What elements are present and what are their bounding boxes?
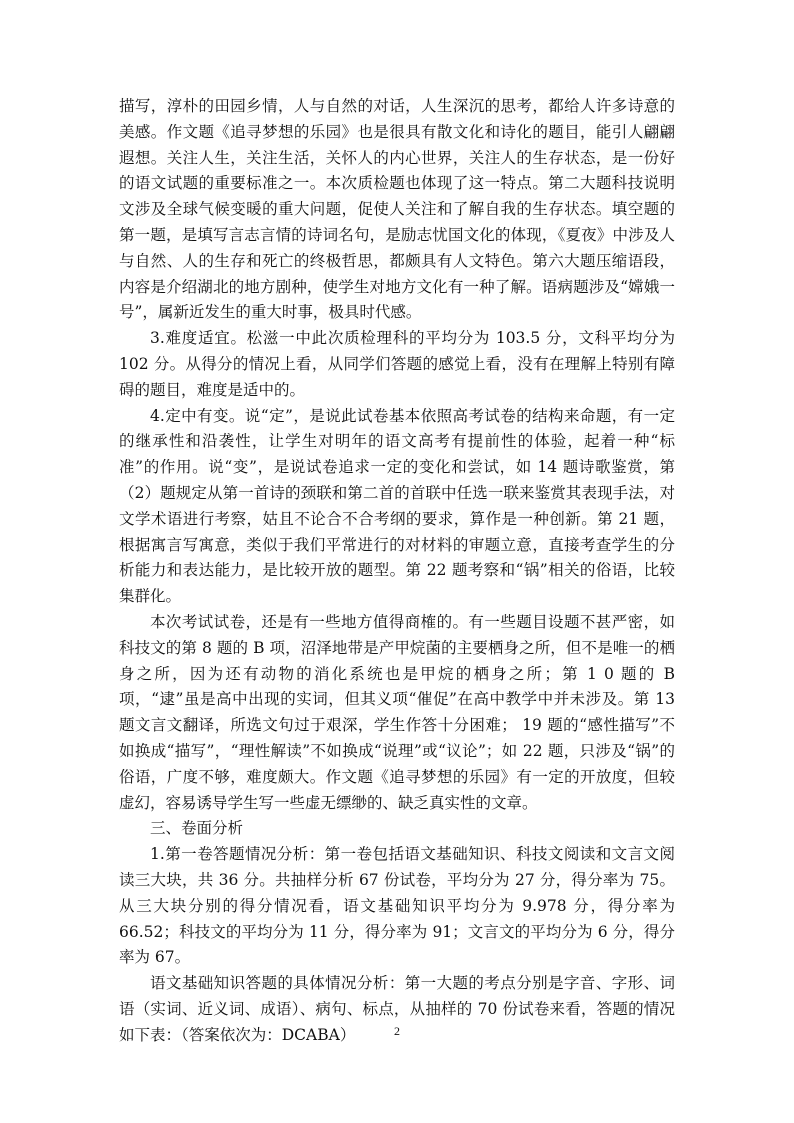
paragraph-basic-knowledge: 语文基础知识答题的具体情况分析：第一大题的考点分别是字音、字形、词语（实词、近义词、成语）、病句、标点，从抽样的 70 份试卷来看，答题的情况如下表：（答案依次为：DCABA） — [119, 974, 675, 1044]
section-heading: 三、卷面分析 — [150, 819, 244, 838]
page-number: 2 — [394, 1024, 400, 1038]
paragraph-continuation: 描写，淳朴的田园乡情，人与自然的对话，人生深沉的思考，都给人许多诗意的美感。作文题《追寻梦想的乐园》也是很具有散文化和诗化的题目，能引人翩翩遐想。关注人生，关注生活，关怀人的内心世界，关注人的生存状态，是一份好的语文试题的重要标准之一。本次质检题也体现了这一特点。第二大题科技说明文涉及全球气候变暖的重大问题，促使人关注和了解自我的生存状态。填空题的第一题，是填写言志言情的诗词名句，是励志忧国文化的体现，《夏夜》中涉及人与自然、人的生存和死亡的终极哲思，都颇具有人文特色。第六大题压缩语段，内容是介绍湖北的地方剧种，使学生对地方文化有一种了解。语病题涉及“嫦娥一号”，属新近发生的重大时事，极具时代感。 — [119, 97, 675, 322]
paragraph-volume-one-analysis: 1.第一卷答题情况分析：第一卷包括语文基础知识、科技文阅读和文言文阅读三大块，共 36 分。共抽样分析 67 份试卷，平均分为 27 分，得分率为 75。从三大块分别的得分情况看，语文基础知识平均分为 9.978 分，得分率为 66.52；科技文的平均分为 11 分，得分率为 91；文言文的平均分为 6 分，得分率为 67。 — [119, 845, 675, 967]
paragraph-issues: 本次考试试卷，还是有一些地方值得商榷的。有一些题目设题不甚严密，如科技文的第 8 题的 B 项，沼泽地带是产甲烷菌的主要栖身之所，但不是唯一的栖身之所，因为还有动物的消化系统也是甲烷的栖身之所；第 1 0 题的 B 项，“逮”虽是高中出现的实词，但其义项“催促”在高中教学中并未涉及。第 13 题文言文翻译，所选文句过于艰深，学生作答十分困难； 19 题的“感性描写”不如换成“描写”，“理性解读”不如换成“说理”或“议论”；如 22 题，只涉及“锅”的俗语，广度不够，难度颇大。作文题《追寻梦想的乐园》有一定的开放度，但较虚幻，容易诱导学生写一些虚无缥缈的、缺乏真实性的文章。 — [119, 612, 675, 812]
document-body — [119, 94, 675, 1048]
paragraph-stability-change: 4.定中有变。说“定”，是说此试卷基本依照高考试卷的结构来命题，有一定的继承性和沿袭性，让学生对明年的语文高考有提前性的体验，起着一种“标准”的作用。说“变”，是说试卷追求一定的变化和尝试，如 14 题诗歌鉴赏，第（2）题规定从第一首诗的颈联和第二首的首联中任选一联来鉴赏其表现手法，对文学术语进行考察，姑且不论合不合考纲的要求，算作是一种创新。第 21 题，根据寓言写寓意，类似于我们平常进行的对材料的审题立意，直接考查学生的分析能力和表达能力，是比较开放的题型。第 22 题考察和“锅”相关的俗语，比较集群化。 — [119, 406, 675, 606]
paragraph-difficulty: 3.难度适宜。松滋一中此次质检理科的平均分为 103.5 分，文科平均分为 102 分。从得分的情况上看，从同学们答题的感觉上看，没有在理解上特别有障碍的题目，难度是适中的。 — [119, 329, 675, 399]
